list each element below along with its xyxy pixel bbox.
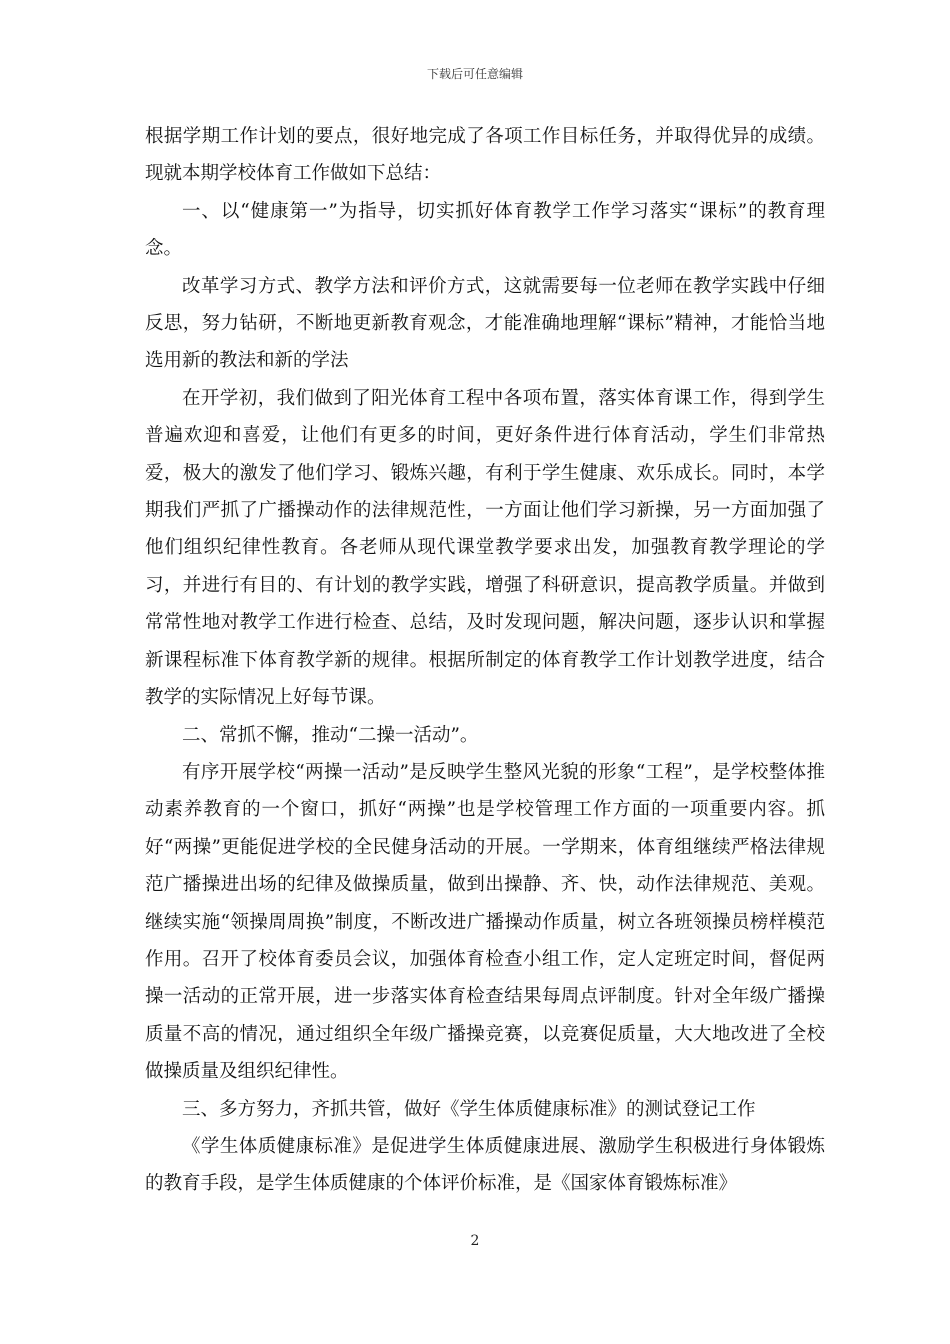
paragraph-intro-continuation: 根据学期工作计划的要点，很好地完成了各项工作目标任务，并取得优异的成绩。现就本期学校体育工作做如下总结： xyxy=(145,126,825,185)
paragraph: 《学生体质健康标准》是促进学生体质健康进展、激励学生积极进行身体锻炼的教育手段，是学生体质健康的个体评价标准，是《国家体育锻炼标准》 xyxy=(145,1135,825,1195)
section-heading-2: 二、常抓不懈，推动“二操一活动”。 xyxy=(182,724,479,746)
document-body xyxy=(145,118,825,1203)
section-heading-3: 三、多方努力，齐抓共管，做好《学生体质健康标准》的测试登记工作 xyxy=(182,1098,756,1120)
page-number: 2 xyxy=(470,1233,480,1249)
paragraph: 有序开展学校“两操一活动”是反映学生整风光貌的形象“工程”，是学校整体推动素养教育的一个窗口，抓好“两操”也是学校管理工作方面的一项重要内容。抓好“两操”更能促进学校的全民健身活动的开展。一学期来，体育组继续严格法律规范广播操进出场的纪律及做操质量，做到出操静、齐、快，动作法律规范、美观。继续实施“领操周周换”制度，不断改进广播操动作质量，树立各班领操员榜样模范作用。召开了校体育委员会议，加强体育检查小组工作，定人定班定时间，督促两操一活动的正常开展，进一步落实体育检查结果每周点评制度。针对全年级广播操质量不高的情况，通过组织全年级广播操竞赛，以竞赛促质量，大大地改进了全校做操质量及组织纪律性。 xyxy=(145,761,825,1083)
paragraph: 在开学初，我们做到了阳光体育工程中各项布置，落实体育课工作，得到学生普遍欢迎和喜爱，让他们有更多的时间，更好条件进行体育活动，学生们非常热爱，极大的激发了他们学习、锻炼兴趣，有利于学生健康、欢乐成长。同时，本学期我们严抓了广播操动作的法律规范性，一方面让他们学习新操，另一方面加强了他们组织纪律性教育。各老师从现代课堂教学要求出发，加强教育教学理论的学习，并进行有目的、有计划的教学实践，增强了科研意识，提高教学质量。并做到常常性地对教学工作进行检查、总结，及时发现问题，解决问题，逐步认识和掌握新课程标准下体育教学新的规律。根据所制定的体育教学工作计划教学进度，结合教学的实际情况上好每节课。 xyxy=(145,387,825,709)
page-header: 下载后可任意编辑 xyxy=(426,67,523,81)
section-heading-1: 一、以“健康第一”为指导，切实抓好体育教学工作学习落实“课标”的教育理念。 xyxy=(145,200,825,260)
paragraph: 改革学习方式、教学方法和评价方式，这就需要每一位老师在教学实践中仔细反思，努力钻研，不断地更新教育观念，才能准确地理解“课标”精神，才能恰当地选用新的教法和新的学法 xyxy=(145,275,825,372)
